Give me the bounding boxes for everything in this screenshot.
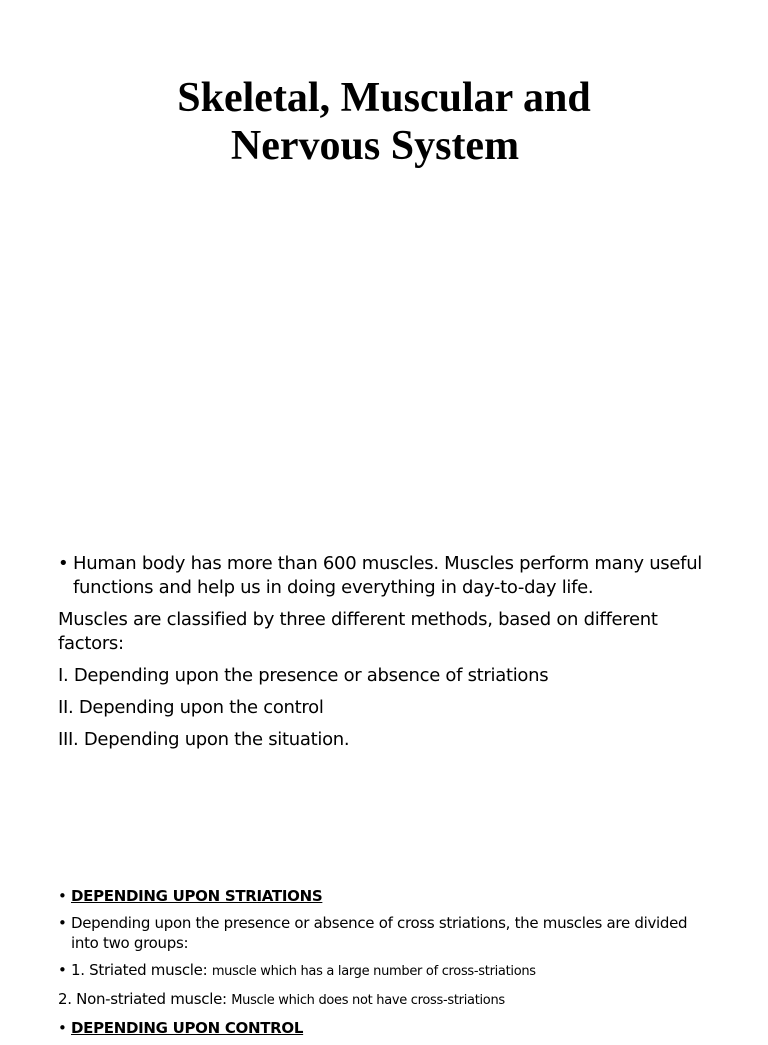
striations-section	[58, 886, 718, 1045]
striations-intro-bullet	[58, 913, 718, 953]
intro-bullet	[58, 552, 718, 600]
control-heading-bullet	[58, 1018, 718, 1038]
striated-label: 1. Striated muscle:	[71, 961, 212, 979]
striations-heading: DEPENDING UPON STRIATIONS	[71, 887, 323, 905]
title-line-2: Nervous System	[230, 123, 520, 169]
method-item: I. Depending upon the presence or absence of striations	[58, 665, 549, 686]
control-heading: DEPENDING UPON CONTROL	[71, 1019, 304, 1037]
method-item: II. Depending upon the control	[58, 697, 324, 718]
bullet-marker: •	[58, 961, 67, 979]
title-line-1: Skeletal, Muscular and	[177, 75, 591, 121]
bullet-marker: •	[58, 914, 67, 932]
muscle-overview	[58, 552, 718, 760]
striated-muscle-bullet	[58, 960, 718, 982]
non-striated-label: 2. Non-striated muscle:	[58, 990, 232, 1008]
striated-description: muscle which has a large number of cross-striations	[211, 964, 536, 979]
slide-title-heading	[0, 74, 768, 170]
bullet-marker: •	[58, 553, 69, 574]
method-item: III. Depending upon the situation.	[58, 729, 350, 750]
slide-title	[0, 0, 768, 512]
slide-content	[0, 512, 768, 1037]
bullet-marker: •	[58, 1019, 67, 1037]
bullet-marker: •	[58, 887, 67, 905]
striations-heading-bullet	[58, 886, 718, 906]
non-striated-muscle	[58, 989, 718, 1011]
striations-intro-text: Depending upon the presence or absence of cross striations, the muscles are divided into two groups:	[71, 914, 688, 952]
intro-bullet-text: Human body has more than 600 muscles. Muscles perform many useful functions and help us in doing everything in day-to-day life.	[73, 553, 703, 598]
classification-text: Muscles are classified by three different methods, based on different factors:	[58, 609, 658, 654]
non-striated-description: Muscle which does not have cross-striations	[231, 993, 505, 1008]
